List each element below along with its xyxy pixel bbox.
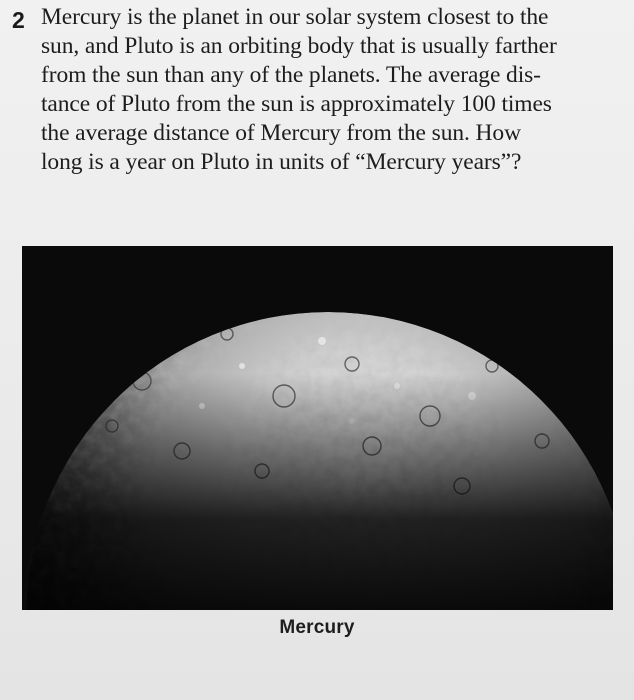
mercury-photo bbox=[22, 246, 613, 610]
problem-line: tance of Pluto from the sun is approximately 100 times bbox=[41, 91, 552, 117]
problem-line: from the sun than any of the planets. The average dis- bbox=[41, 62, 541, 88]
figure-caption: Mercury bbox=[279, 617, 355, 638]
problem-line: the average distance of Mercury from the sun. How bbox=[41, 120, 521, 146]
problem-text bbox=[41, 0, 621, 177]
problem-line: long is a year on Pluto in units of “Mercury years”? bbox=[41, 149, 522, 175]
problem-line: sun, and Pluto is an orbiting body that is usually farther bbox=[41, 33, 557, 59]
problem-number: 2 bbox=[12, 7, 25, 33]
mercury-planet-image bbox=[22, 246, 613, 610]
problem-block bbox=[0, 0, 634, 240]
problem-line: Mercury is the planet in our solar system closest to the bbox=[41, 4, 549, 30]
